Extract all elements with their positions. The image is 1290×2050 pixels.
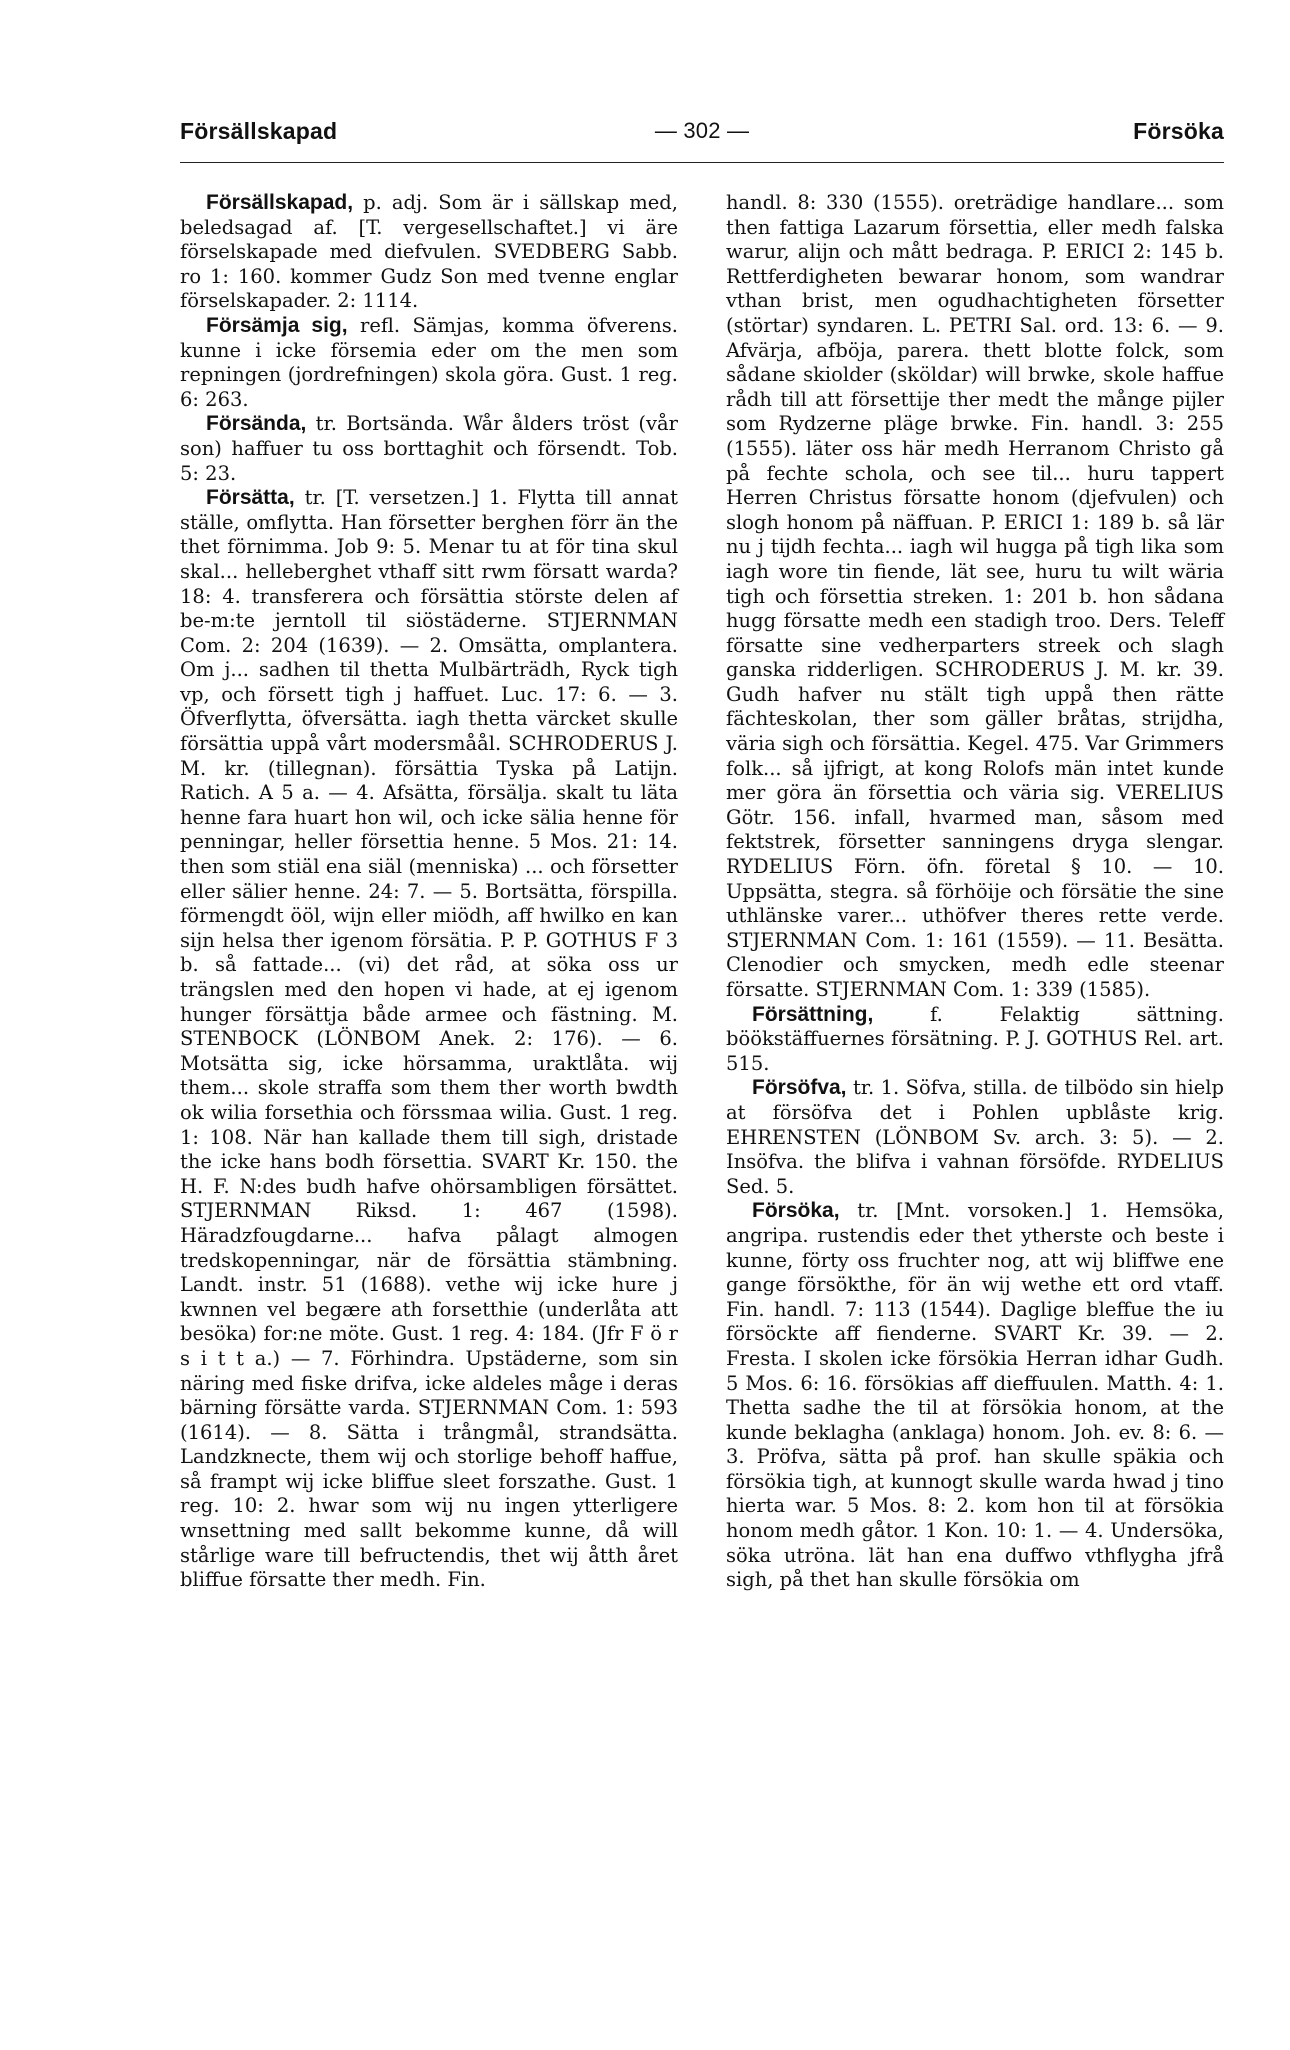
- entry-headword: Försända,: [206, 412, 307, 436]
- entry: [180, 191, 678, 314]
- entry-headword: Försämja sig,: [206, 313, 348, 337]
- entry-continuation: [726, 191, 1224, 1003]
- entry-text: tr. [Mnt. vorsoken.] 1. Hemsöka, angripa. rustendis eder thet ytherste och beste i kunne, förty oss fruchter nog, att wij bliffwe ene gange försökthe, för än wij wethe ett ord vtaff. Fin. handl. 7: 113 (1544). Daglige bleffue the iu försöckte aff fienderne. SVART Kr. 39. — 2. Fresta. I skolen icke försökia Herran idhar Gudh. 5 Mos. 6: 16. försökias aff dieffuulen. Matth. 4: 1. Thetta sadhe the til at försökia honom, at the kunde beklagha (anklaga) honom. Joh. ev. 8: 6. — 3. Pröfva, sätta på prof. han skulle späkia och försökia tigh, at kunnogt skulle warda hwad j tino hierta war. 5 Mos. 8: 2. kom hon til at försökia honom medh gåtor. 1 Kon. 10: 1. — 4. Undersöka, söka utröna. lät han ena duffwo vthflygha jfrå sigh, på thet han skulle försökia om: [726, 1199, 1224, 1592]
- entry: [180, 412, 678, 486]
- entry-text: p. adj. Som är i sällskap med, beledsagad af. [T. vergesellschaftet.] vi äre förselskapade med diefvulen. SVEDBERG Sabb. ro 1: 160. kommer Gudz Son med tvenne englar förselskapader. 2: 1114.: [180, 191, 678, 313]
- entry-headword: Försättning,: [752, 1002, 874, 1026]
- left-column: [180, 191, 678, 1593]
- entry-text: handl. 8: 330 (1555). oreträdige handlare... som then fattiga Lazarum försettia, eller medh falska warur, alijn och mått bedraga. P. ERICI 2: 145 b. Rettferdigheten bewarar honom, som wandrar vthan brist, men ogudhachtigheten försetter (störtar) syndaren. L. PETRI Sal. ord. 13: 6. — 9. Afvärja, afböja, parera. thett blotte folck, som sådane skiolder (sköldar) will brwke, skole haffue rådh till att försettije ther medt the månge pijler som Rydzerne pläge brwke. Fin. handl. 3: 255 (1555). läter oss här medh Herranom Christo gå på fechte schola, och see til... huru tappert Herren Christus försatte honom (djefvulen) och slogh honom på näffuan. P. ERICI 1: 189 b. så lär nu j tijdh fechta... iagh wil hugga på tigh lika som iagh wore tin fiende, lät see, huru tu wilt wäria tigh och försettia streken. 1: 201 b. hon sådana hugg försatte medh een stadigh troo. Ders. Teleff försatte sine vedherparters streek och slagh ganska ridderligen. SCHRODERUS J. M. kr. 39. Gudh hafver nu stält tigh uppå then rätte fächteskolan, ther som gäller bråtas, strijdha, väria sigh och försättia. Kegel. 475. Var Grimmers folk... så ijfrigt, at kong Rolofs män intet kunde mer göra än försettia och väria sig. VERELIUS Götr. 156. infall, hvarmed man, såsom med fektstrek, försetter sanningens dryga slengar. RYDELIUS Förn. öfn. företal § 10. — 10. Uppsätta, stegra. så förhöije och försätie the sine uthlänske varer... uthöfver theres rette verde. STJERNMAN Com. 1: 161 (1559). — 11. Besätta. Clenodier och smycken, medh edle steenar försatte. STJERNMAN Com. 1: 339 (1585).: [726, 191, 1224, 1001]
- right-column: [726, 191, 1224, 1593]
- header-rule: [180, 162, 1224, 163]
- entry-text: tr. 1. Söfva, stilla. de tilbödo sin hielp at försöfva det i Pohlen upblåste krig. EHRENSTEN (LÖNBOM Sv. arch. 3: 5). — 2. Insöfva. the blifva i vahnan försöfde. RYDELIUS Sed. 5.: [726, 1076, 1224, 1198]
- dictionary-page: [180, 118, 1224, 1918]
- entry-headword: Försöfva,: [752, 1076, 847, 1100]
- entry-text: refl. Sämjas, komma öfverens. kunne i icke försemia eder om the men som repningen (jordrefningen) skola göra. Gust. 1 reg. 6: 263.: [180, 313, 678, 411]
- entry: [180, 486, 678, 1593]
- running-head-left: Försällskapad: [180, 118, 338, 144]
- entry-headword: Försällskapad,: [206, 191, 354, 214]
- running-head-right: Försöka: [1133, 118, 1224, 144]
- page-number: — 302 —: [654, 118, 750, 143]
- entry: [726, 1003, 1224, 1077]
- running-head: [180, 118, 1224, 156]
- entry: [726, 1199, 1224, 1593]
- entry-headword: Försätta,: [206, 486, 295, 510]
- text-columns: [180, 191, 1224, 1593]
- entry-text: tr. Bortsända. Wår ålders tröst (vår son) haffuer tu oss borttaghit och försendt. Tob. 5: 23.: [180, 412, 678, 485]
- entry: [180, 314, 678, 412]
- entry-headword: Försöka,: [752, 1199, 840, 1223]
- entry-text: tr. [T. versetzen.] 1. Flytta till annat ställe, omflytta. Han försetter berghen förr än the thet förnimma. Job 9: 5. Menar tu at för tina skul skal... helleberghet vthaff sitt rwm försatt warda? 18: 4. transferera och försättia störste delen af be-m:te jerntoll til siöstäderne. STJERNMAN Com. 2: 204 (1639). — 2. Omsätta, omplantera. Om j... sadhen til thetta Mulbärträdh, Ryck tigh vp, och försett tigh j haffuet. Luc. 17: 6. — 3. Öfverflytta, öfversätta. iagh thetta värcket skulle försättia uppå vårt modersmåål. SCHRODERUS J. M. kr. (tillegnan). försättia Tyska på Latijn. Ratich. A 5 a. — 4. Afsätta, försälja. skalt tu läta henne fara huart hon wil, och icke sälia henne för penningar, heller försettia henne. 5 Mos. 21: 14. then som stiäl ena siäl (menniska) ... och försetter eller sälier henne. 24: 7. — 5. Bortsätta, förspilla. förmengdt ööl, wijn eller miödh, aff hwilko en kan sijn helsa ther igenom försätia. P. P. GOTHUS F 3 b. så fattade... (vi) det råd, at söka oss ur trängslen med den hopen vi hade, at ej igenom hunger försättja både armee och fästning. M. STENBOCK (LÖNBOM Anek. 2: 176). — 6. Motsätta sig, icke hörsamma, uraktlåta. wij them... skole straffa som them ther worth bwdth ok wilia forsethia och förssmaa wilia. Gust. 1 reg. 1: 108. När han kallade them till sigh, dristade the icke hans bodh försettia. SVART Kr. 150. the H. F. N:des budh hafve ohörsambligen försättet. STJERNMAN Riksd. 1: 467 (1598). Häradzfougdarne... hafva pålagt almogen tredskopenningar, när de försättia stämbning. Landt. instr. 51 (1688). vethe wij icke hure j kwnnen vel begære ath forsetthie (underlåta att besöka) for:ne möte. Gust. 1 reg. 4: 184. (Jfr F ö r s i t t a.) — 7. Förhindra. Upstäderne, som sin näring med fiske drifva, icke aldeles måge i deras bärning försätte varda. STJERNMAN Com. 1: 593 (1614). — 8. Sätta i trångmål, strandsätta. Landzknecte, them wij och storlige behoff haffue, så frampt wij icke bliffue sleet forszathe. Gust. 1 reg. 10: 2. hwar som wij nu ingen ytterligere wnsettning med sallt bekomme kunne, då will stårlige ware till befructendis, thet wij åtth året bliffue försatte ther medh. Fin.: [180, 486, 678, 1592]
- entry-text: f. Felaktig sättning. böökstäffuernes försätning. P. J. GOTHUS Rel. art. 515.: [726, 1002, 1224, 1075]
- entry: [726, 1076, 1224, 1199]
